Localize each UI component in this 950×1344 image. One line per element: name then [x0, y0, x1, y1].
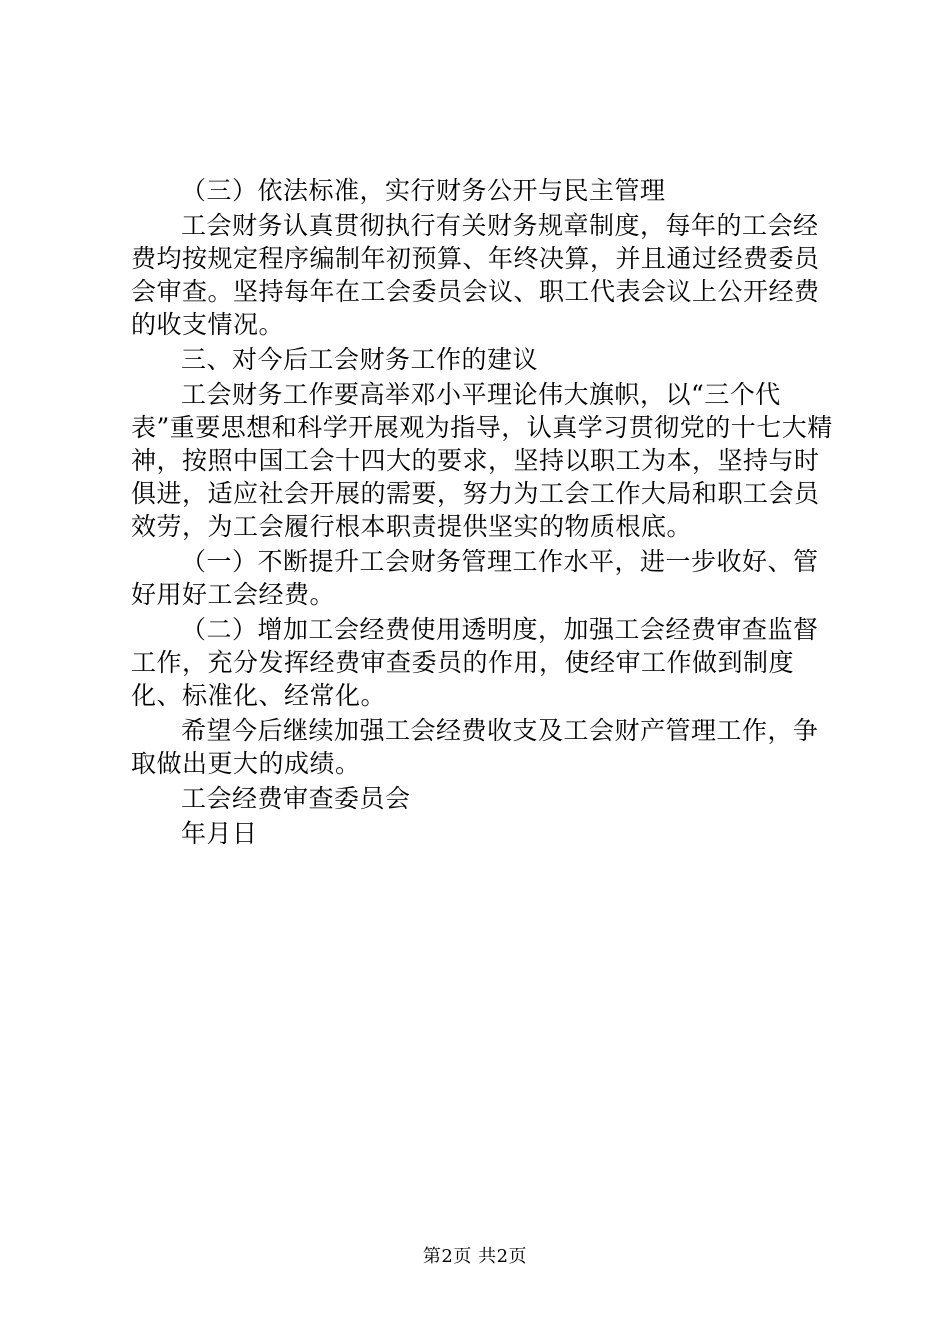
section-heading-3: （三）依法标准，实行财务公开与民主管理	[181, 176, 666, 205]
signature-committee: 工会经费审查委员会	[181, 784, 411, 813]
paragraph-closing-hope: 希望今后继续加强工会经费收支及工会财产管理工作，争取做出更大的成绩。	[131, 716, 819, 778]
signature-date: 年月日	[181, 819, 258, 848]
paragraph-suggestion-2: （二）增加工会经费使用透明度，加强工会经费审查监督工作，充分发挥经费审查委员的作用，使经审工作做到制度化、标准化、经常化。	[131, 615, 819, 710]
document-body	[131, 174, 841, 852]
paragraph-guiding-principles: 工会财务工作要高举邓小平理论伟大旗帜，以“三个代表”重要思想和科学开展观为指导，认真学习贯彻党的十七大精神，按照中国工会十四大的要求，坚持以职工为本，坚持与时俱进，适应社会开展的需要，努力为工会工作大局和职工会员效劳，为工会履行根本职责提供坚实的物质根底。	[131, 380, 833, 541]
section-heading-suggestions: 三、对今后工会财务工作的建议	[181, 345, 539, 374]
page-footer: 第2页 共2页	[422, 1246, 528, 1267]
paragraph-suggestion-1: （一）不断提升工会财务管理工作水平，进一步收好、管好用好工会经费。	[131, 547, 819, 609]
paragraph-finance-rules: 工会财务认真贯彻执行有关财务规章制度，每年的工会经费均按规定程序编制年初预算、年终决算，并且通过经费委员会审查。坚持每年在工会委员会议、职工代表会议上公开经费的收支情况。	[131, 211, 820, 339]
